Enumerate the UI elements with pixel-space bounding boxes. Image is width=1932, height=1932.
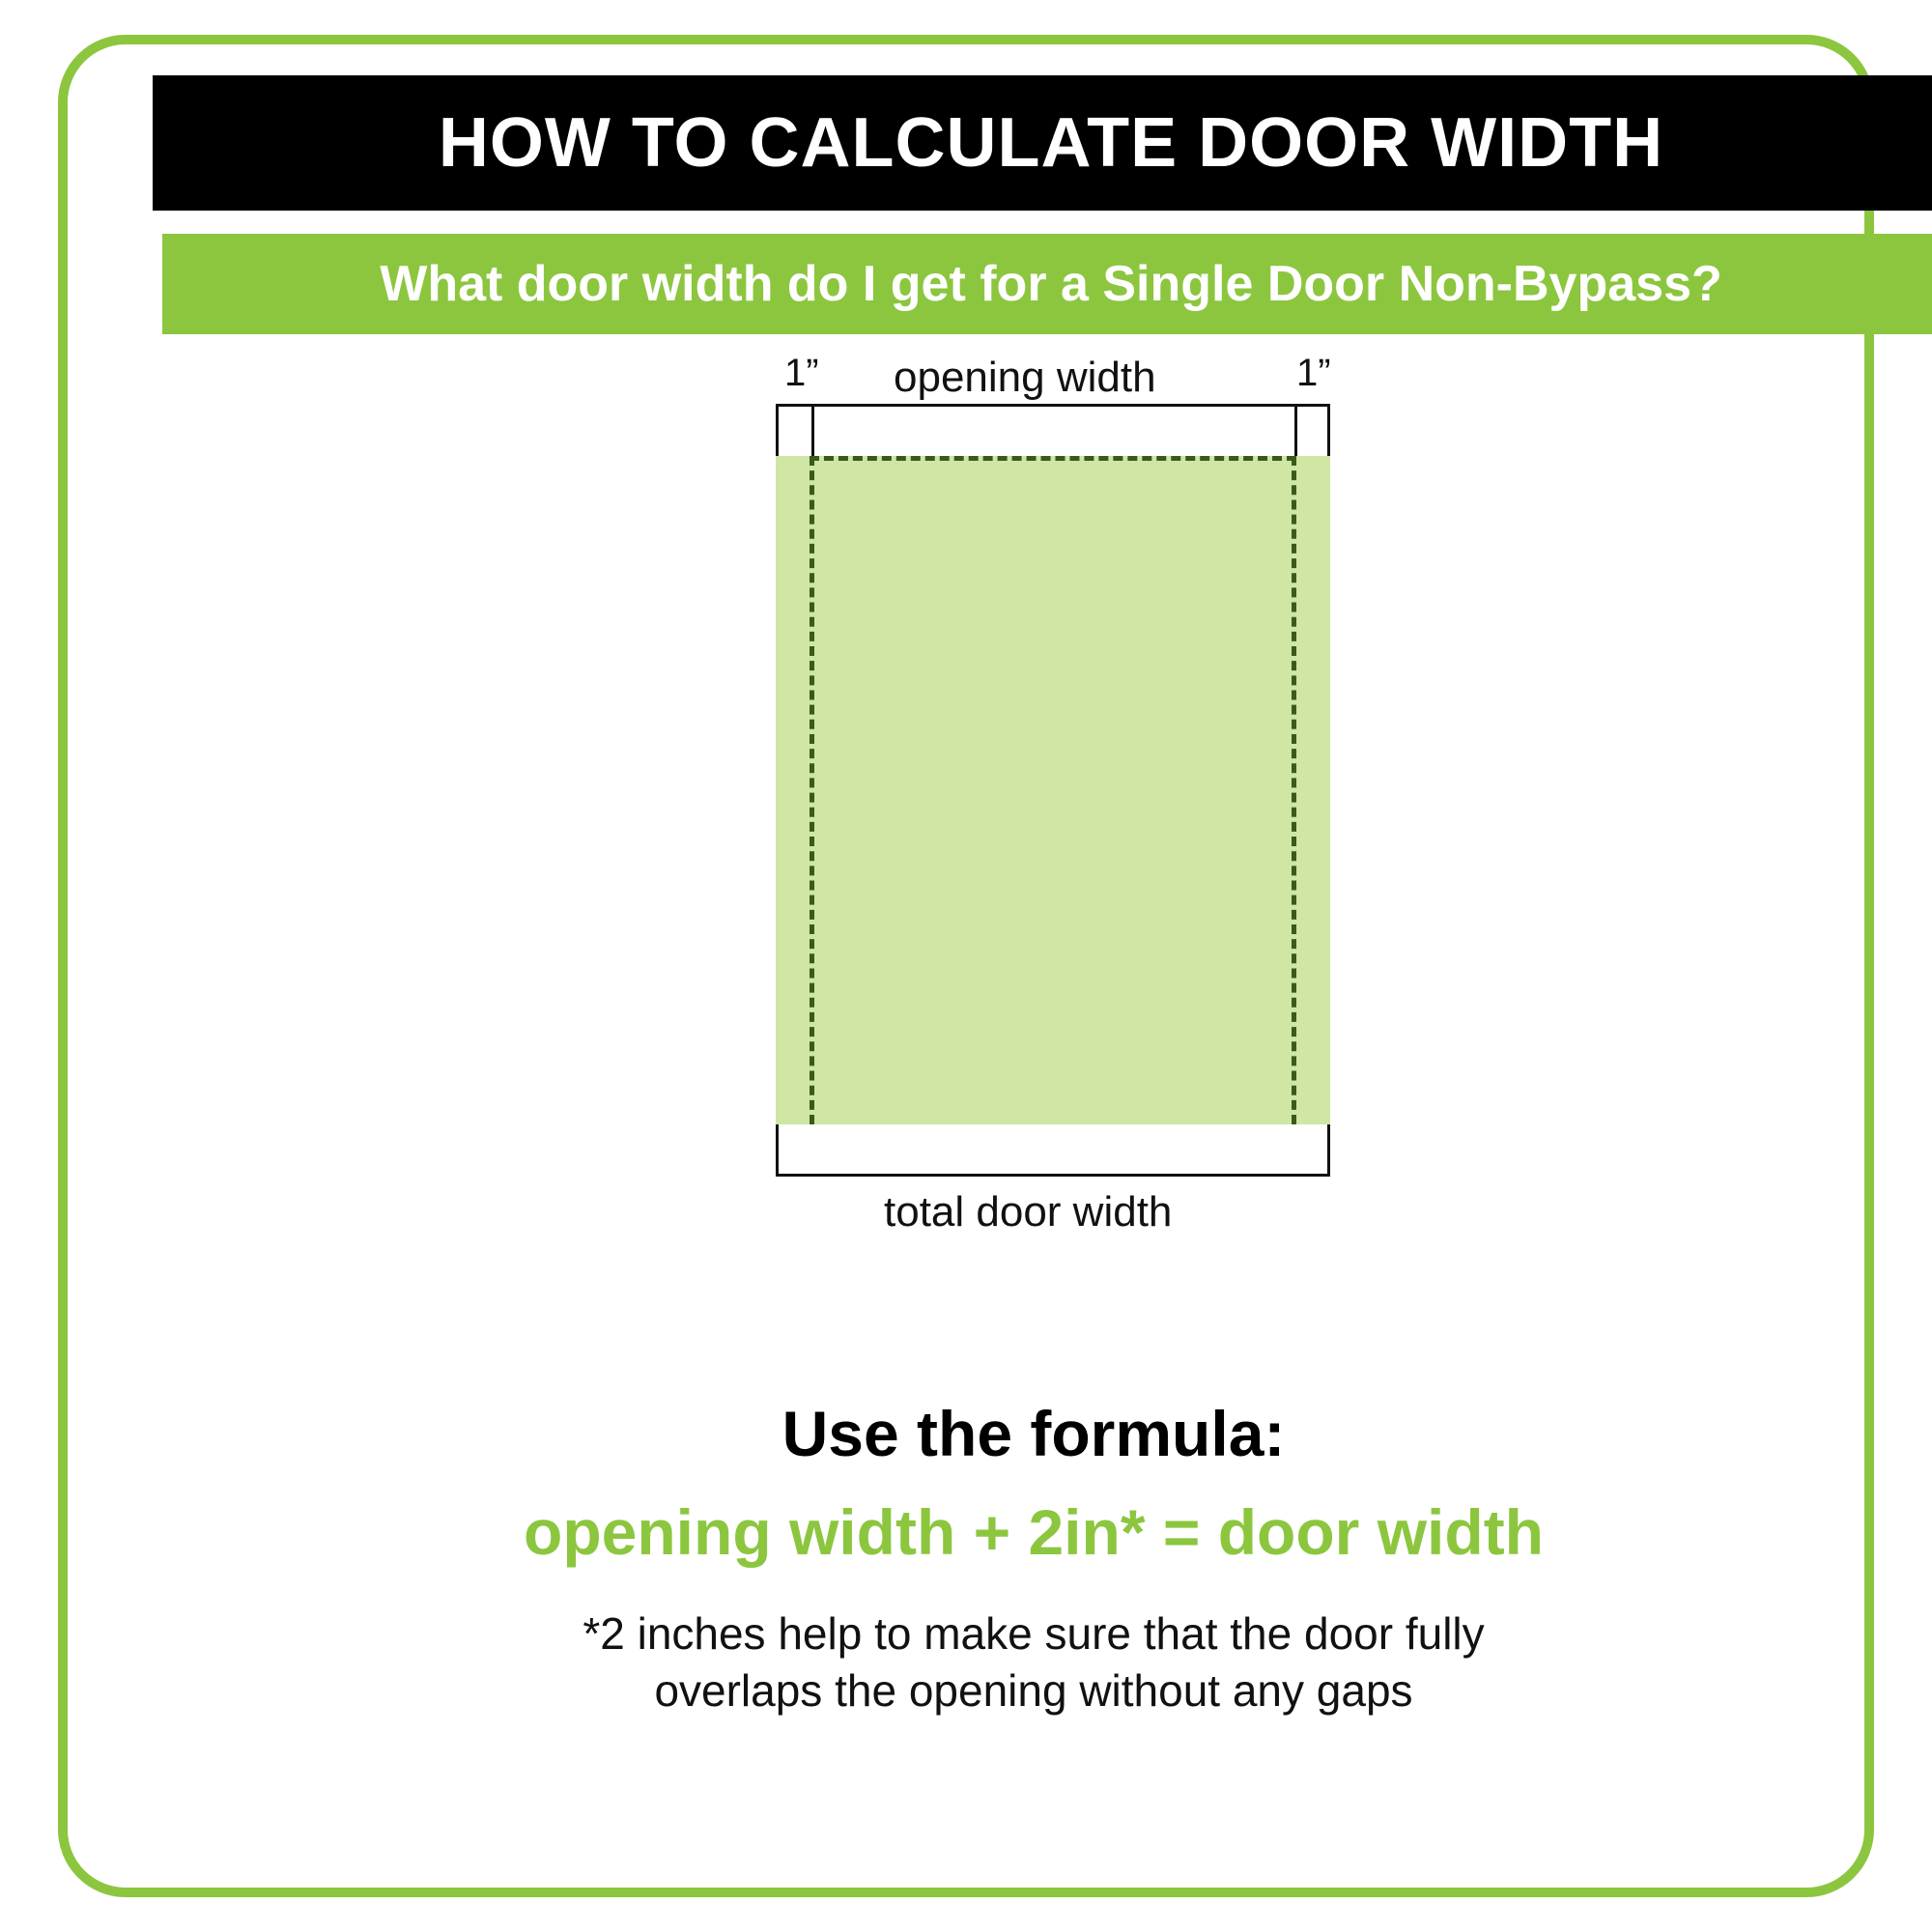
opening-width-label: opening width xyxy=(894,354,1156,401)
opening-outline-dashed xyxy=(810,456,1296,1124)
formula-block xyxy=(68,1397,1932,1719)
gap-right-label: 1” xyxy=(1296,352,1331,394)
title-banner xyxy=(153,75,1932,211)
formula-note-line-2: overlaps the opening without any gaps xyxy=(654,1664,1413,1716)
door-diagram xyxy=(68,334,1932,1378)
subtitle-text: What door width do I get for a Single Door Non-Bypass? xyxy=(380,256,1722,312)
formula-equation: opening width + 2in* = door width xyxy=(524,1496,1544,1568)
page-title: HOW TO CALCULATE DOOR WIDTH xyxy=(438,104,1664,182)
formula-note xyxy=(68,1605,1932,1719)
total-door-width-bracket xyxy=(776,1124,1330,1177)
gap-left-label: 1” xyxy=(784,352,819,394)
formula-note-line-1: *2 inches help to make sure that the door fully xyxy=(582,1608,1485,1659)
formula-heading: Use the formula: xyxy=(781,1398,1286,1469)
opening-bracket-tick-right xyxy=(1294,407,1297,459)
subtitle-bar xyxy=(162,234,1932,334)
infographic-frame xyxy=(58,35,1874,1897)
total-door-width-label: total door width xyxy=(884,1188,1173,1236)
opening-bracket-tick-left xyxy=(811,407,814,459)
opening-width-bracket xyxy=(776,404,1330,456)
